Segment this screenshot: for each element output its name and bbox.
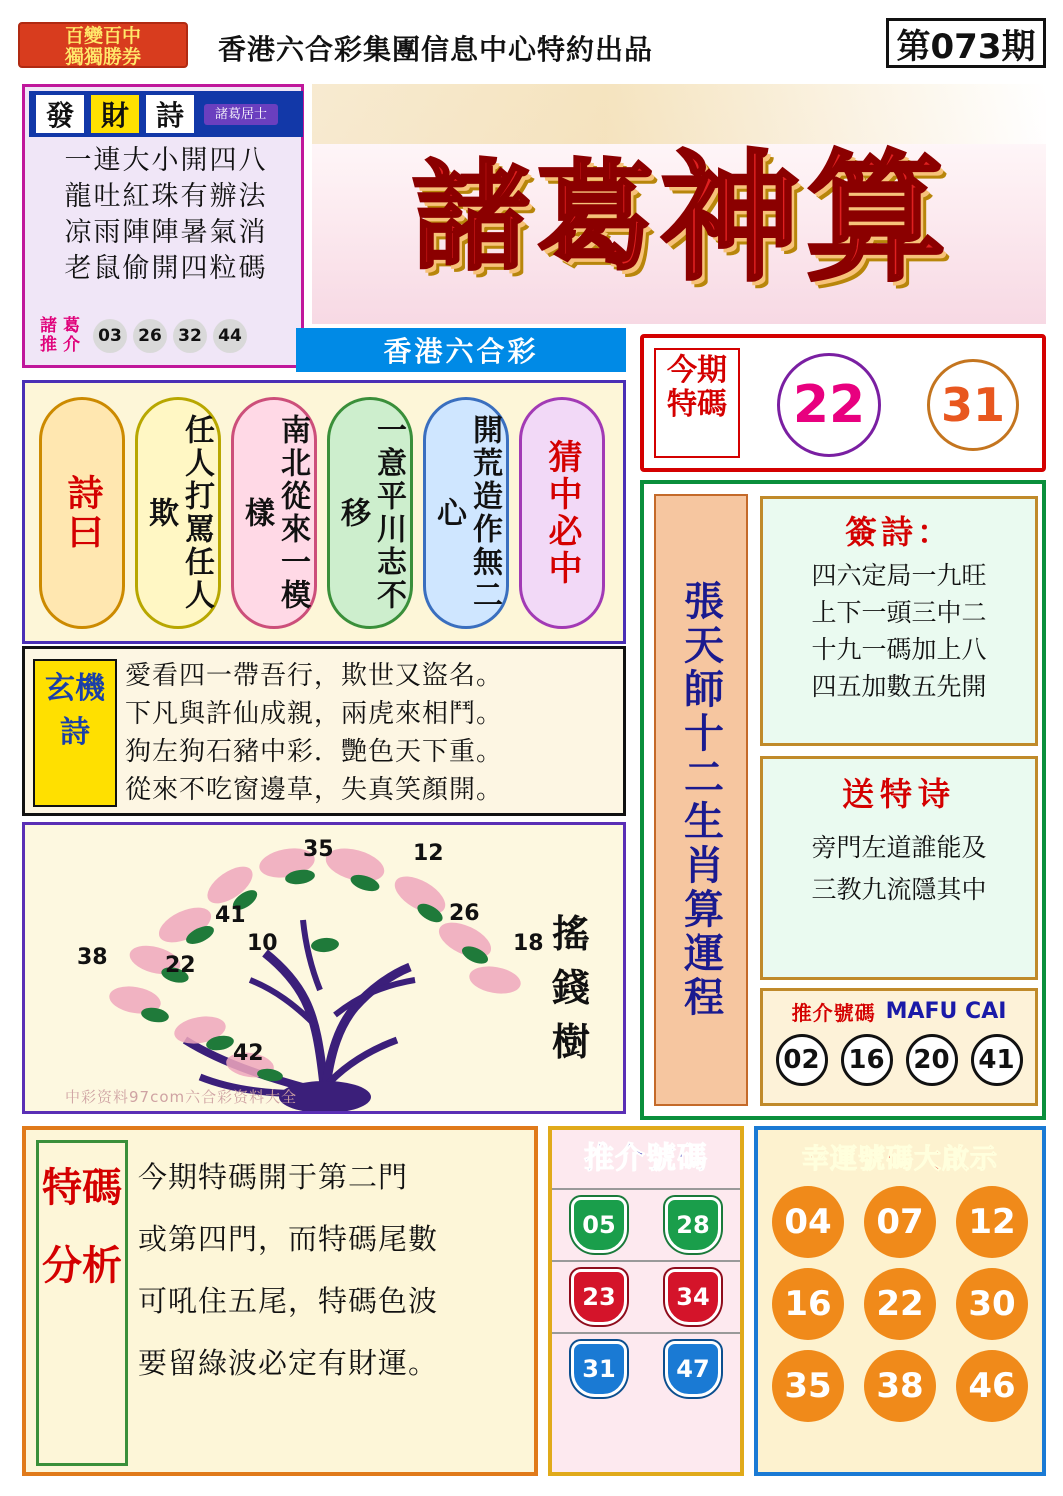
recommend-shield: 05 [571, 1197, 627, 1253]
poem-author: 諸葛居士 [204, 104, 278, 125]
shiyue-capsule: 猜中必中 [519, 397, 605, 629]
poem-number: 32 [173, 319, 207, 353]
poem-lines [33, 143, 299, 287]
recommend-shield: 28 [665, 1197, 721, 1253]
poem-recommend-label-line2: 推 介 [40, 335, 80, 355]
zhang-recommend-box [760, 988, 1038, 1106]
poem-line: 一連大小開四八 [64, 145, 268, 176]
recommend-row [552, 1188, 740, 1260]
today-special-label: 今期特碼 [654, 348, 740, 458]
special-ball: 22 [777, 353, 881, 457]
logo-line-2: 獨獨勝券 [64, 46, 141, 68]
xuanji-label: 玄機詩 [33, 659, 117, 807]
recommend-number: 41 [971, 1034, 1023, 1086]
watermark-text: 中彩资料97com六合彩资料大全 [65, 1088, 298, 1106]
poem-recommend-label-line1: 諸 葛 [40, 316, 80, 336]
tree-number: 42 [233, 1041, 264, 1066]
qianshi-box [760, 496, 1038, 746]
lucky-numbers-box [754, 1126, 1046, 1476]
zhang-tianshi-box [640, 480, 1046, 1120]
tema-analysis-box [22, 1126, 538, 1476]
zhang-recommend-label: 推介號碼 [791, 1001, 876, 1025]
issue-badge: 第073期 [886, 18, 1046, 68]
xuanji-lines [125, 657, 621, 809]
recommend-shield: 34 [665, 1269, 721, 1325]
lucky-number: 22 [864, 1268, 936, 1340]
recommend-row [552, 1332, 740, 1404]
bottom-recommend-grid [552, 1188, 740, 1404]
xuanji-line: 從來不吃窗邊草，失真笑顏開。 [125, 775, 504, 805]
poem-recommend-row [33, 313, 299, 359]
tree-number: 35 [303, 837, 334, 862]
recommend-shield: 23 [571, 1269, 627, 1325]
recommend-shield: 47 [665, 1341, 721, 1397]
tree-number: 22 [165, 953, 196, 978]
logo-line-1: 百變百中 [64, 25, 141, 47]
bottom-recommend-title: 推介號碼 [584, 1141, 708, 1176]
songte-title: 送特诗 [841, 775, 956, 813]
recommend-number: 16 [841, 1034, 893, 1086]
poem-number: 26 [133, 319, 167, 353]
tree-number: 10 [247, 931, 278, 956]
fortune-poem-header [29, 91, 303, 137]
money-tree-illustration [22, 822, 626, 1114]
masthead-title [352, 112, 1012, 302]
qianshi-title: 簽詩： [844, 513, 953, 551]
tree-number: 38 [77, 945, 108, 970]
zhang-recommend-header [763, 997, 1035, 1026]
tema-analysis-text [138, 1146, 530, 1394]
tree-title: 搖錢樹 [551, 912, 590, 1064]
shiyue-capsule: 任人打罵任人欺 [135, 397, 221, 629]
recommend-shield: 31 [571, 1341, 627, 1397]
qianshi-line: 上下一頭三中二 [811, 598, 987, 627]
poem-line: 老鼠偷開四粒碼 [64, 253, 268, 284]
lucky-number: 12 [956, 1186, 1028, 1258]
lucky-number: 38 [864, 1350, 936, 1422]
poem-line: 凉雨陣陣暑氣消 [64, 217, 268, 248]
fortune-poem-box [22, 84, 304, 368]
shiyue-capsule: 南北從來一模樣 [231, 397, 317, 629]
songte-line: 旁門左道誰能及 [811, 833, 987, 862]
tema-line: 要留綠波必定有財運。 [138, 1346, 439, 1380]
lucky-number: 07 [864, 1186, 936, 1258]
masthead-title-right: 神算 [660, 137, 953, 301]
special-ball: 31 [927, 359, 1019, 451]
zhang-recommend-english: MAFU CAI [885, 999, 1007, 1024]
tree-number: 41 [215, 903, 246, 928]
tema-line: 今期特碼開于第二門 [138, 1160, 409, 1194]
shiyue-capsule: 一意平川志不移 [327, 397, 413, 629]
recommend-row [552, 1260, 740, 1332]
masthead-art [312, 84, 1046, 324]
qianshi-lines [763, 557, 1035, 705]
zhang-tianshi-title: 張天師十二生肖算運程 [654, 494, 748, 1106]
xuanji-line: 下凡與許仙成親，兩虎來相鬥。 [125, 699, 504, 729]
bottom-recommend-box [548, 1126, 744, 1476]
lucky-number: 30 [956, 1268, 1028, 1340]
poem-line: 龍吐紅珠有辦法 [64, 181, 268, 212]
tree-graphic [25, 825, 626, 1114]
poem-number: 44 [213, 319, 247, 353]
recommend-number: 20 [906, 1034, 958, 1086]
poem-title-char-3: 詩 [146, 95, 194, 133]
shiyue-capsule: 開荒造作無二心 [423, 397, 509, 629]
poem-recommend-label [33, 317, 87, 355]
tree-number: 12 [413, 841, 444, 866]
lucky-numbers-grid [764, 1186, 1036, 1422]
lucky-number: 16 [772, 1268, 844, 1340]
tema-line: 或第四門，而特碼尾數 [138, 1222, 439, 1256]
lottery-banner: 香港六合彩 [296, 328, 626, 372]
today-special-box [640, 334, 1046, 472]
poem-number: 03 [93, 319, 127, 353]
lucky-numbers-title: 幸運號碼大啟示 [802, 1144, 998, 1175]
lucky-number: 04 [772, 1186, 844, 1258]
songte-box [760, 756, 1038, 980]
qianshi-line: 四六定局一九旺 [811, 561, 987, 590]
songte-line: 三教九流隱其中 [811, 875, 987, 904]
tree-number: 26 [449, 901, 480, 926]
tema-analysis-label: 特碼分析 [36, 1140, 128, 1466]
xuanji-line: 愛看四一帶吾行，欺世又盜名。 [125, 661, 504, 691]
page-header [18, 14, 1046, 76]
brand-logo [18, 22, 188, 68]
recommend-number: 02 [776, 1034, 828, 1086]
shiyue-capsule: 詩曰 [39, 397, 125, 629]
today-special-balls [754, 346, 1042, 464]
xuanji-poem-box [22, 646, 626, 816]
poem-title-char-2: 財 [91, 95, 139, 133]
zhang-recommend-numbers [763, 1034, 1035, 1086]
tree-number: 18 [513, 931, 544, 956]
tema-line: 可吼住五尾，特碼色波 [138, 1284, 439, 1318]
poem-title-char-1: 發 [36, 95, 84, 133]
lucky-number: 35 [772, 1350, 844, 1422]
page-title: 香港六合彩集團信息中心特約出品 [218, 33, 654, 66]
xuanji-line: 狗左狗石豬中彩．艷色天下重。 [125, 737, 504, 767]
qianshi-line: 十九一碼加上八 [811, 635, 987, 664]
qianshi-line: 四五加數五先開 [811, 672, 987, 701]
shiyue-box [22, 380, 626, 644]
lucky-number: 46 [956, 1350, 1028, 1422]
masthead-title-left: 諸葛 [411, 148, 660, 286]
songte-lines [763, 827, 1035, 911]
